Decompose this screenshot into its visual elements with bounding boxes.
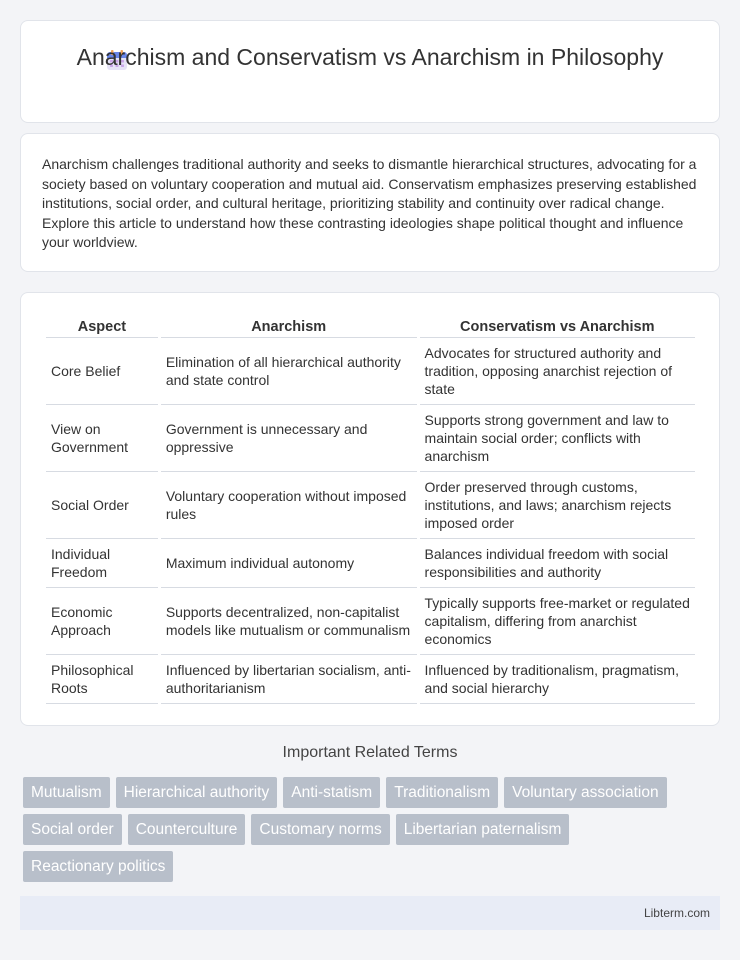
table-cell-anarchism: Maximum individual autonomy (161, 539, 417, 588)
term-tag[interactable]: Traditionalism (386, 777, 498, 808)
table-cell-aspect: Individual Freedom (46, 539, 158, 588)
header-aspect: Aspect (46, 314, 158, 338)
table-row (46, 472, 695, 539)
term-tag[interactable]: Reactionary politics (23, 851, 173, 882)
header-card (20, 20, 720, 123)
related-terms-heading: Important Related Terms (282, 744, 458, 761)
table-cell-anarchism: Government is unnecessary and oppressive (161, 405, 417, 472)
related-terms-list (20, 777, 720, 888)
term-tag[interactable]: Counterculture (128, 814, 246, 845)
term-tag[interactable]: Libertarian paternalism (396, 814, 570, 845)
table-cell-conservatism: Supports strong government and law to maintain social order; conflicts with anarchism (420, 405, 695, 472)
intro-card (20, 133, 720, 272)
page-title: Anarchism and Conservatism vs Anarchism in Philosophy (76, 44, 664, 70)
table-cell-conservatism: Influenced by traditionalism, pragmatism, and social hierarchy (420, 655, 695, 704)
table-cell-anarchism: Supports decentralized, non-capitalist models like mutualism or communalism (161, 588, 417, 655)
table-cell-conservatism: Typically supports free-market or regulated capitalism, differing from anarchist economics (420, 588, 695, 655)
term-tag[interactable]: Voluntary association (504, 777, 666, 808)
header-conservatism-vs-anarchism: Conservatism vs Anarchism (420, 314, 695, 338)
table-cell-anarchism: Influenced by libertarian socialism, anti-authoritarianism (161, 655, 417, 704)
footer (20, 896, 720, 930)
table-cell-conservatism: Balances individual freedom with social responsibilities and authority (420, 539, 695, 588)
comparison-table-card (20, 292, 720, 726)
table-cell-aspect: Philosophical Roots (46, 655, 158, 704)
table-row (46, 405, 695, 472)
table-row (46, 655, 695, 704)
term-tag[interactable]: Hierarchical authority (116, 777, 278, 808)
table-row (46, 338, 695, 405)
table-cell-anarchism: Voluntary cooperation without imposed rules (161, 472, 417, 539)
table-cell-conservatism: Advocates for structured authority and tradition, opposing anarchist rejection of state (420, 338, 695, 405)
header-anarchism: Anarchism (161, 314, 417, 338)
table-header-row (46, 314, 695, 338)
term-tag[interactable]: Anti-statism (283, 777, 380, 808)
table-cell-conservatism: Order preserved through customs, institutions, and laws; anarchism rejects imposed order (420, 472, 695, 539)
intro-paragraph: Anarchism challenges traditional authority and seeks to dismantle hierarchical structures, advocating for a society based on voluntary cooperation and mutual aid. Conservatism emphasizes preserving established institutions, social order, and cultural heritage, prioritizing stability and continuity over radical change. Explore this article to understand how these contrasting ideologies shape political thought and influence your worldview. (42, 156, 697, 250)
comparison-table (43, 314, 698, 704)
term-tag[interactable]: Social order (23, 814, 122, 845)
table-row (46, 539, 695, 588)
table-cell-aspect: Economic Approach (46, 588, 158, 655)
table-cell-aspect: Social Order (46, 472, 158, 539)
table-cell-aspect: Core Belief (46, 338, 158, 405)
table-cell-aspect: View on Government (46, 405, 158, 472)
table-cell-anarchism: Elimination of all hierarchical authority and state control (161, 338, 417, 405)
term-tag[interactable]: Mutualism (23, 777, 110, 808)
term-tag[interactable]: Customary norms (251, 814, 389, 845)
footer-brand-link[interactable]: Libterm.com (643, 906, 710, 920)
table-row (46, 588, 695, 655)
